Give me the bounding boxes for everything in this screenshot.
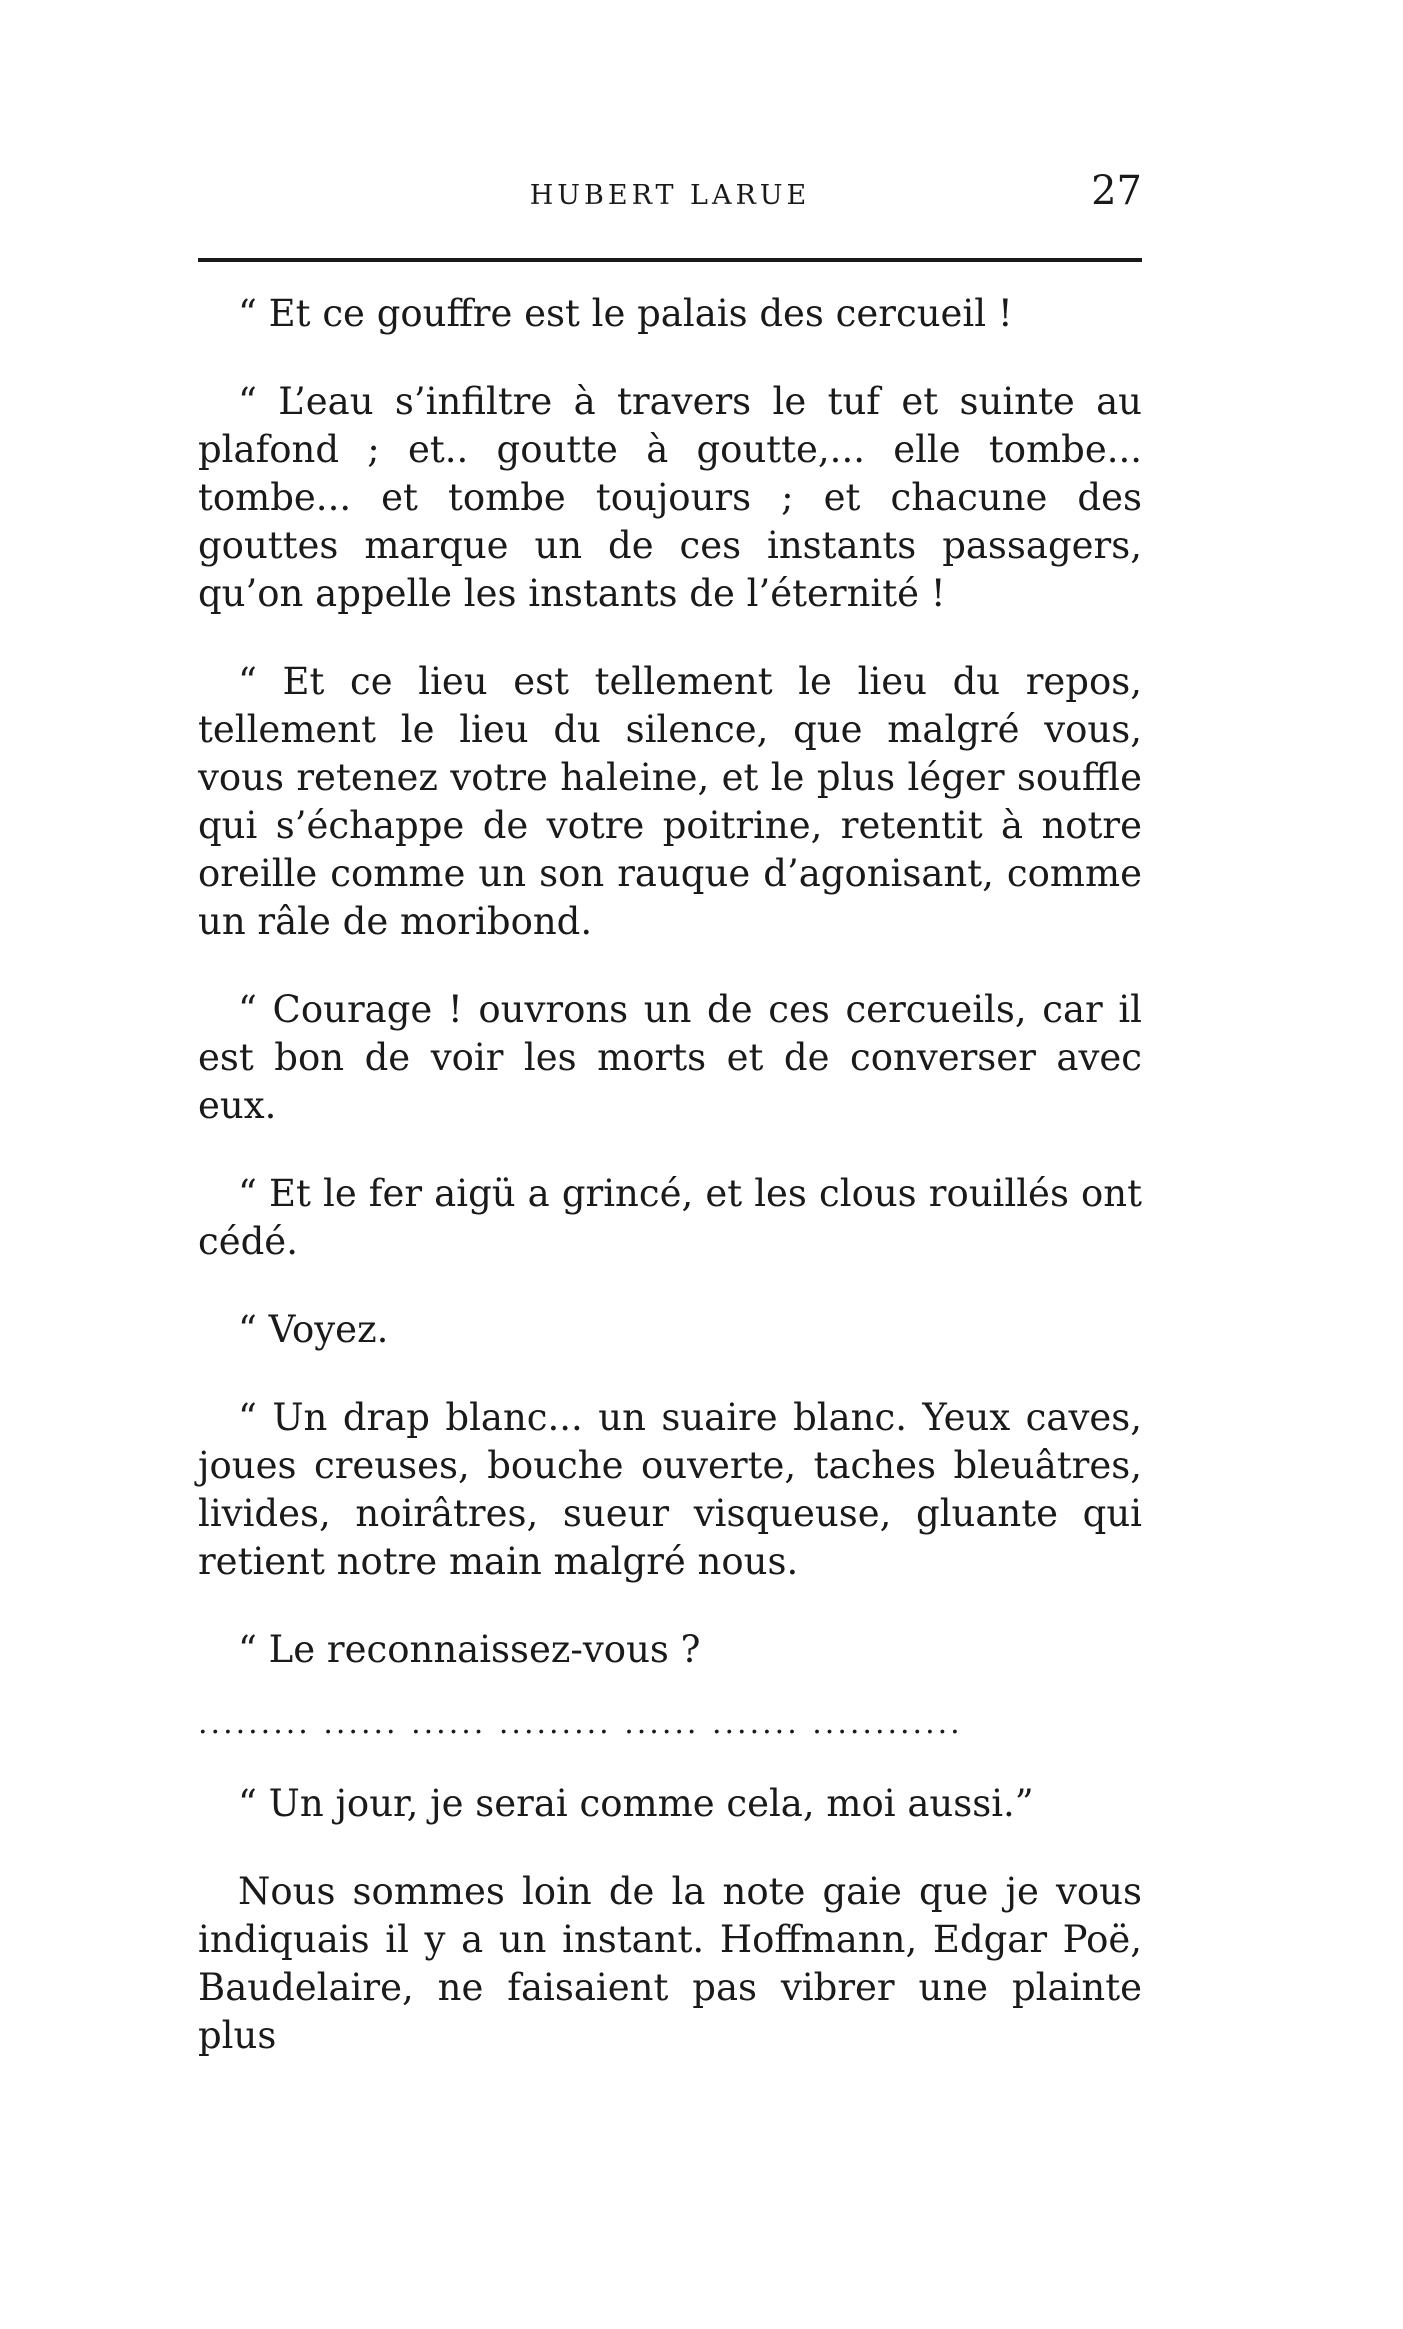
paragraph: “ Courage ! ouvrons un de ces cercueils, car il est bon de voir les morts et de converser avec eux. bbox=[198, 988, 1142, 1127]
paragraph: “ Un drap blanc... un suaire blanc. Yeux caves, joues creuses, bouche ouverte, taches bleuâtres, livides, noirâtres, sueur visqueuse, gluante qui retient notre main malgré nous. bbox=[198, 1396, 1142, 1583]
body-text bbox=[198, 290, 1142, 2100]
ellipsis-line: ......... ...... ...... ......... ...... ....... ............ bbox=[198, 1706, 963, 1741]
closing-quote: “ Un jour, je serai comme cela, moi aussi.” bbox=[238, 1782, 1034, 1825]
page-number: 27 bbox=[1091, 168, 1142, 214]
final-paragraph: Nous sommes loin de la note gaie que je vous indiquais il y a un instant. Hoffmann, Edgar Poë, Baudelaire, ne faisaient pas vibrer une plainte plus bbox=[198, 1870, 1142, 2057]
paragraph: “ Et le fer aigü a grincé, et les clous rouillés ont cédé. bbox=[198, 1172, 1142, 1263]
paragraph: “ Le reconnaissez-vous ? bbox=[238, 1628, 701, 1671]
running-head bbox=[198, 168, 1142, 228]
paragraph: “ Voyez. bbox=[238, 1308, 389, 1351]
running-title: HUBERT LARUE bbox=[529, 180, 811, 211]
header-rule bbox=[198, 258, 1142, 262]
paragraph: “ Et ce lieu est tellement le lieu du repos, tellement le lieu du silence, que malgré vous, vous retenez votre haleine, et le plus léger souffle qui s’échappe de votre poitrine, retentit à notre oreille comme un son rauque d’agonisant, comme un râle de moribond. bbox=[198, 660, 1142, 943]
paragraph: “ L’eau s’infiltre à travers le tuf et suinte au plafond ; et.. goutte à goutte,... elle tombe... tombe... et tombe toujours ; et chacune des gouttes marque un de ces instants passagers, qu’on appelle les instants de l’éternité ! bbox=[198, 380, 1142, 615]
paragraph: “ Et ce gouffre est le palais des cercueil ! bbox=[238, 292, 1013, 335]
